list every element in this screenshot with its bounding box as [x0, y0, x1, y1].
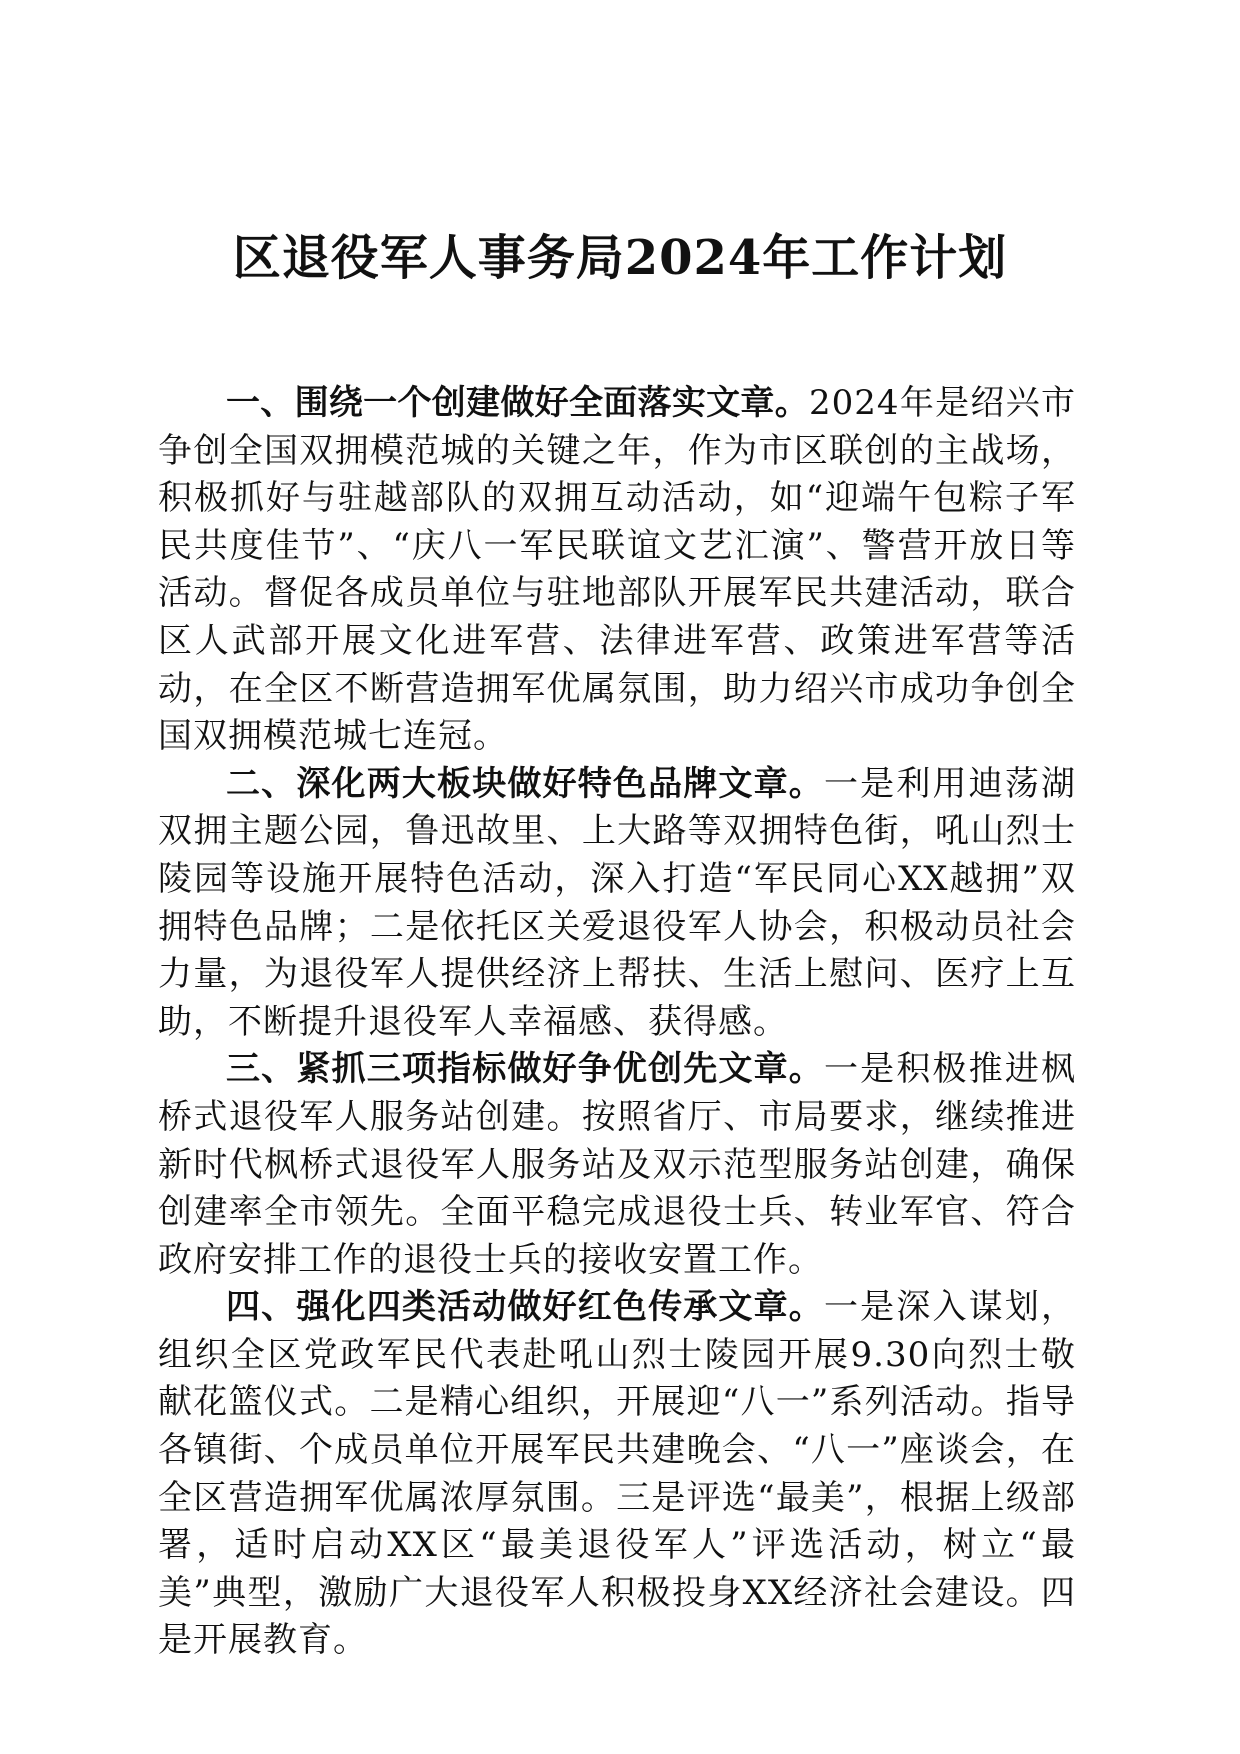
- section-paragraph-1: [158, 380, 1076, 761]
- document-body: [158, 380, 1076, 1665]
- document-title: 区退役军人事务局2024年工作计划: [232, 230, 1008, 286]
- section-heading-3: 三、紧抓三项指标做好争优创先文章。: [226, 1049, 824, 1090]
- section-heading-2: 二、深化两大板块做好特色品牌文章。: [226, 763, 824, 804]
- section-heading-1: 一、围绕一个创建做好全面落实文章。: [226, 383, 809, 423]
- section-text-2: 一是利用迪荡湖双拥主题公园，鲁迅故里、上大路等双拥特色街，吼山烈士陵园等设施开展特色活动，深入打造“军民同心XX越拥”双拥特色品牌；二是依托区关爱退役军人协会，积极动员社会力量，为退役军人提供经济上帮扶、生活上慰问、医疗上互助，不断提升退役军人幸福感、获得感。: [158, 763, 1077, 1042]
- section-paragraph-2: [158, 761, 1076, 1047]
- section-text-1: 2024年是绍兴市争创全国双拥模范城的关键之年，作为市区联创的主战场，积极抓好与驻越部队的双拥互动活动，如“迎端午包粽子军民共度佳节”、“庆八一军民联谊文艺汇演”、警营开放日等活动。督促各成员单位与驻地部队开展军民共建活动，联合区人武部开展文化进军营、法律进军营、政策进军营等活动，在全区不断营造拥军优属氛围，助力绍兴市成功争创全国双拥模范城七连冠。: [158, 383, 1076, 757]
- section-paragraph-3: [158, 1046, 1076, 1284]
- section-heading-4: 四、强化四类活动做好红色传承文章。: [226, 1287, 824, 1328]
- section-text-4: 一是深入谋划，组织全区党政军民代表赴吼山烈士陵园开展9.30向烈士敬献花篮仪式。二是精心组织，开展迎“八一”系列活动。指导各镇街、个成员单位开展军民共建晚会、“八一”座谈会，在全区营造拥军优属浓厚氛围。三是评选“最美”，根据上级部署，适时启动XX区“最美退役军人”评选活动，树立“最美”典型，激励广大退役军人积极投身XX经济社会建设。四是开展教育。: [158, 1287, 1077, 1661]
- section-paragraph-4: [158, 1284, 1076, 1665]
- section-text-3: 一是积极推进枫桥式退役军人服务站创建。按照省厅、市局要求，继续推进新时代枫桥式退役军人服务站及双示范型服务站创建，确保创建率全市领先。全面平稳完成退役士兵、转业军官、符合政府安排工作的退役士兵的接收安置工作。: [158, 1049, 1077, 1280]
